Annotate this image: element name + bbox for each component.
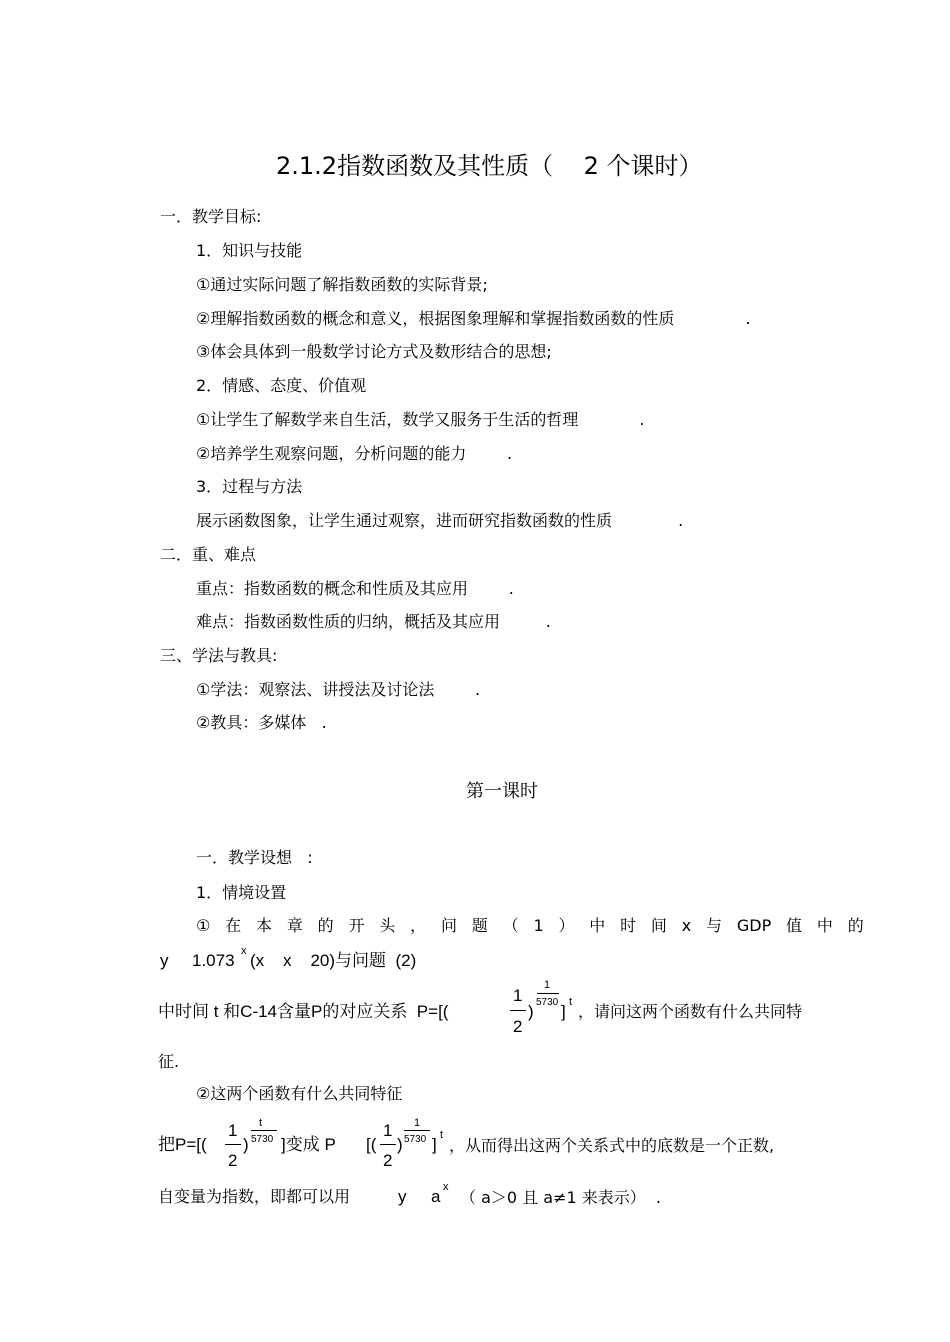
fraction-numerator: 1: [383, 1121, 393, 1140]
formula-rest: (x x 20)与问题 (2): [250, 951, 417, 970]
exponent-denominator: 5730: [251, 1134, 274, 1145]
c14-relation-suffix: ，请问这两个函数有什么共同特: [578, 1002, 803, 1021]
condition-text: （ a＞0 且 a≠1 来表示） .: [460, 1188, 661, 1207]
attitude-heading: 2．情感、态度、价值观: [196, 376, 367, 395]
lesson-title: 第一课时: [466, 781, 538, 802]
char: 间: [650, 916, 667, 935]
method-line: ①学法：观察法、讲授法及讨论法 .: [196, 680, 481, 699]
char: 时: [620, 916, 637, 935]
outer-exponent-t: t: [569, 996, 573, 1008]
general-form-text: 自变量为指数，即都可以用: [158, 1187, 351, 1206]
formula-y: y: [160, 951, 169, 970]
objective-line: ①让学生了解数学来自生活，数学又服务于生活的哲理 .: [196, 410, 645, 429]
exponent-numerator: 1: [414, 1117, 421, 1129]
fraction-denominator: 2: [228, 1151, 238, 1170]
char: ①: [196, 916, 211, 935]
char: ）: [558, 916, 575, 935]
char: 1: [533, 916, 544, 935]
objective-line: 展示函数图象，让学生通过观察，进而研究指数函数的性质 .: [196, 511, 684, 530]
char: （: [502, 916, 519, 935]
fraction-bar: [380, 1144, 396, 1145]
close-bracket: ]: [561, 1002, 566, 1021]
objective-line: ②培养学生观察问题，分析问题的能力 .: [196, 444, 513, 463]
paragraph-end: 征.: [158, 1052, 180, 1071]
close-bracket: ]: [432, 1135, 437, 1154]
char: 问: [440, 916, 457, 935]
char: 中: [589, 916, 606, 935]
formula-exponent: x: [443, 1181, 449, 1193]
exponent-numerator: t: [259, 1117, 263, 1129]
char: 开: [348, 916, 365, 935]
open-bracket-paren: [(: [366, 1135, 377, 1154]
tool-line: ②教具：多媒体 .: [196, 713, 327, 732]
char: 值: [786, 916, 803, 935]
char: 的: [847, 916, 864, 935]
c14-relation-prefix: 中时间 t 和C-14含量P的对应关系 P=[(: [158, 1002, 449, 1021]
formula-a: a: [431, 1187, 441, 1206]
exponent-numerator: 1: [544, 979, 551, 991]
formula-y: y: [398, 1187, 407, 1206]
exponent-bar: [537, 993, 559, 994]
design-heading: 一．教学设想 :: [196, 848, 313, 867]
justified-paragraph-line: [196, 916, 864, 936]
char: 在: [225, 916, 242, 935]
transform-suffix: ，从而得出这两个关系式中的底数是一个正数,: [449, 1136, 775, 1155]
char: 本: [255, 916, 272, 935]
objective-line: ①通过实际问题了解指数函数的实际背景;: [196, 275, 488, 294]
fraction-numerator: 1: [513, 986, 523, 1005]
char: 头: [379, 916, 396, 935]
fraction-bar: [510, 1010, 526, 1011]
objective-line: ②理解指数函数的概念和意义，根据图象理解和掌握指数函数的性质 .: [196, 309, 751, 328]
outer-exponent-t: t: [440, 1129, 444, 1141]
char: GDP: [736, 916, 772, 935]
char: 的: [317, 916, 334, 935]
fraction-denominator: 2: [383, 1151, 393, 1170]
knowledge-skills-heading: 1．知识与技能: [196, 241, 303, 260]
char: 章: [286, 916, 303, 935]
key-point-line: 重点：指数函数的概念和性质及其应用 .: [196, 579, 514, 598]
question-2: ②这两个函数有什么共同特征: [196, 1084, 403, 1103]
fraction-denominator: 2: [513, 1017, 523, 1036]
char: 题: [471, 916, 488, 935]
page-title: 2.1.2指数函数及其性质（ 2 个课时）: [276, 152, 703, 180]
fraction-numerator: 1: [228, 1121, 238, 1140]
methods-tools-heading: 三、学法与教具:: [160, 646, 278, 665]
exponent-bar: [404, 1130, 430, 1131]
char: 与: [706, 916, 723, 935]
char: 中: [816, 916, 833, 935]
exponent-denominator: 5730: [404, 1134, 427, 1145]
formula-exponent: x: [241, 945, 247, 957]
formula-base: 1.073: [192, 951, 235, 970]
close-paren: ): [243, 1135, 249, 1154]
close-paren: ): [397, 1135, 403, 1154]
objectives-heading: 一．教学目标:: [160, 207, 262, 226]
transform-middle: ]变成 P: [281, 1135, 336, 1154]
transform-prefix: 把P=[(: [158, 1135, 207, 1154]
difficult-point-line: 难点：指数函数性质的归纳，概括及其应用 .: [196, 612, 551, 631]
exponent-denominator: 5730: [536, 997, 559, 1008]
objective-line: ③体会具体到一般数学讨论方式及数形结合的思想;: [196, 342, 552, 361]
char: x: [681, 916, 692, 935]
char: ，: [410, 916, 427, 935]
process-method-heading: 3．过程与方法: [196, 477, 303, 496]
close-paren: ): [528, 1002, 534, 1021]
situation-heading: 1．情境设置: [196, 883, 287, 902]
exponent-bar: [251, 1130, 277, 1131]
key-points-heading: 二．重、难点: [160, 545, 257, 564]
fraction-bar: [225, 1144, 241, 1145]
